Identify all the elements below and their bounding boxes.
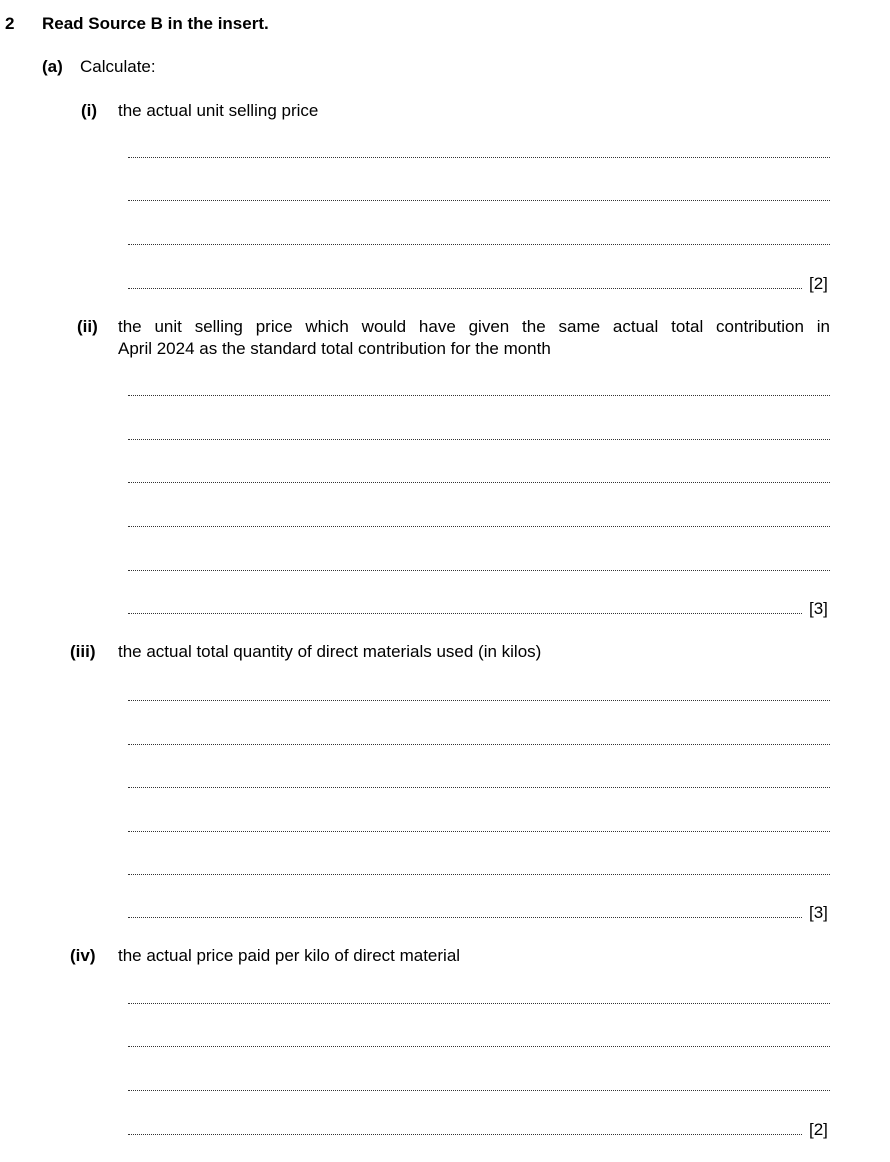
part-a-text: Calculate: — [80, 57, 156, 76]
answer-line[interactable] — [128, 1134, 802, 1135]
answer-line[interactable] — [128, 439, 830, 440]
question-number: 2 — [5, 14, 15, 33]
sub-ii-text-line1: the unit selling price which would have given the same actual total contribution in — [118, 317, 830, 336]
part-a-label: (a) — [42, 57, 63, 76]
sub-i-text: the actual unit selling price — [118, 101, 319, 120]
marks-badge: [3] — [809, 599, 828, 618]
marks-badge: [2] — [809, 1120, 828, 1139]
answer-line[interactable] — [128, 570, 830, 571]
question-heading: Read Source B in the insert. — [42, 14, 269, 33]
marks-badge: [3] — [809, 903, 828, 922]
answer-line[interactable] — [128, 526, 830, 527]
answer-line[interactable] — [128, 874, 830, 875]
answer-line[interactable] — [128, 917, 802, 918]
answer-line[interactable] — [128, 482, 830, 483]
answer-line[interactable] — [128, 200, 830, 201]
sub-iii-text: the actual total quantity of direct materials used (in kilos) — [118, 642, 542, 661]
answer-line[interactable] — [128, 395, 830, 396]
answer-line[interactable] — [128, 700, 830, 701]
answer-line[interactable] — [128, 787, 830, 788]
sub-i-label: (i) — [81, 101, 98, 120]
answer-line[interactable] — [128, 1046, 830, 1047]
answer-line[interactable] — [128, 744, 830, 745]
answer-line[interactable] — [128, 244, 830, 245]
answer-line[interactable] — [128, 831, 830, 832]
sub-ii-label: (ii) — [77, 317, 98, 336]
answer-line[interactable] — [128, 613, 802, 614]
answer-line[interactable] — [128, 1090, 830, 1091]
sub-iii-label: (iii) — [70, 642, 96, 661]
answer-line[interactable] — [128, 157, 830, 158]
sub-iv-label: (iv) — [70, 946, 96, 965]
answer-line[interactable] — [128, 288, 802, 289]
marks-badge: [2] — [809, 274, 828, 293]
sub-iv-text: the actual price paid per kilo of direct material — [118, 946, 461, 965]
answer-line[interactable] — [128, 1003, 830, 1004]
sub-ii-text-line2: April 2024 as the standard total contribution for the month — [118, 339, 551, 358]
